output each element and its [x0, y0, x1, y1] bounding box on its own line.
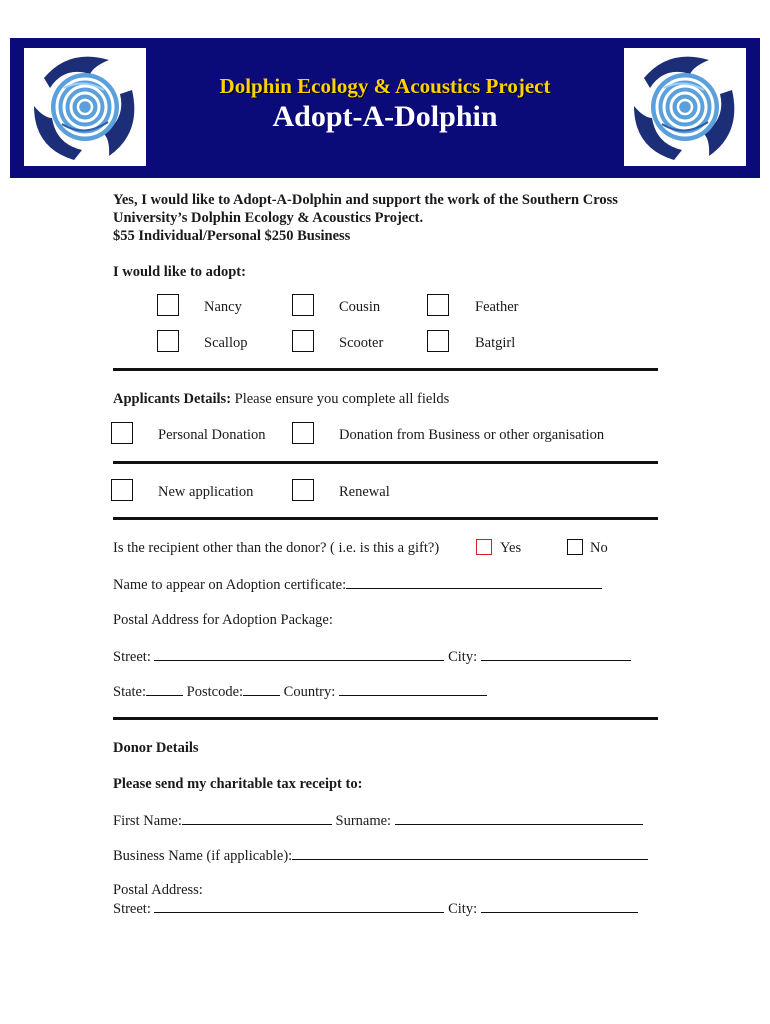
- adopt-batgirl-checkbox[interactable]: [427, 330, 449, 352]
- state-postcode-country-row: [113, 682, 487, 701]
- state-label: State:: [113, 684, 147, 700]
- donor-postal-label: Postal Address:: [113, 882, 203, 898]
- first-name-label: First Name:: [113, 813, 182, 829]
- adopt-heading: I would like to adopt:: [113, 264, 246, 280]
- adopt-batgirl-label: Batgirl: [475, 335, 516, 351]
- gift-yes-label: Yes: [500, 540, 522, 556]
- donor-street-field[interactable]: [154, 899, 444, 913]
- intro-line-1: Yes, I would like to Adopt-A-Dolphin and support the work of the Southern Cross: [113, 192, 618, 208]
- street-city-row: [113, 647, 631, 666]
- personal-donation-label: Personal Donation: [158, 427, 266, 443]
- donor-city-label: City:: [448, 901, 478, 917]
- country-field[interactable]: [339, 682, 487, 696]
- city-label: City:: [448, 649, 478, 665]
- section-divider: [113, 461, 658, 464]
- postcode-label: Postcode:: [186, 684, 244, 700]
- business-donation-checkbox[interactable]: [292, 422, 314, 444]
- new-application-checkbox[interactable]: [111, 479, 133, 501]
- adopt-nancy-label: Nancy: [204, 299, 242, 315]
- certificate-name-label: Name to appear on Adoption certificate:: [113, 577, 347, 593]
- donor-heading: Donor Details: [113, 740, 199, 756]
- adopt-cousin-label: Cousin: [339, 299, 381, 315]
- new-application-label: New application: [158, 484, 254, 500]
- adopt-scallop-checkbox[interactable]: [157, 330, 179, 352]
- header-banner: [10, 38, 760, 178]
- first-name-field[interactable]: [182, 811, 332, 825]
- donor-name-row: [113, 811, 643, 830]
- country-label: Country:: [283, 684, 336, 700]
- project-subtitle: Dolphin Ecology & Acoustics Project: [219, 74, 551, 98]
- postal-address-label: Postal Address for Adoption Package:: [113, 612, 333, 628]
- gift-no-label: No: [590, 540, 608, 556]
- certificate-name-field[interactable]: [346, 575, 602, 589]
- intro-line-2: University’s Dolphin Ecology & Acoustics Project.: [113, 210, 424, 226]
- state-field[interactable]: [146, 682, 183, 696]
- section-divider: [113, 368, 658, 371]
- street-label: Street:: [113, 649, 151, 665]
- applicant-instruction: Please ensure you complete all fields: [234, 391, 450, 407]
- gift-question: Is the recipient other than the donor? ( i.e. is this a gift?): [113, 540, 440, 556]
- donor-street-city-row: [113, 899, 638, 918]
- adopt-scooter-checkbox[interactable]: [292, 330, 314, 352]
- dolphin-ring-logo-icon: [624, 48, 746, 166]
- street-field[interactable]: [154, 647, 444, 661]
- adopt-scooter-label: Scooter: [339, 335, 384, 351]
- renewal-label: Renewal: [339, 484, 390, 500]
- receipt-heading: Please send my charitable tax receipt to:: [113, 776, 363, 792]
- donor-city-field[interactable]: [481, 899, 638, 913]
- section-divider: [113, 517, 658, 520]
- adopt-cousin-checkbox[interactable]: [292, 294, 314, 316]
- adopt-scallop-label: Scallop: [204, 335, 248, 351]
- adopt-feather-checkbox[interactable]: [427, 294, 449, 316]
- adopt-feather-label: Feather: [475, 299, 519, 315]
- applicant-heading: Applicants Details:: [113, 391, 232, 407]
- business-name-row: [113, 846, 648, 865]
- donor-street-label: Street:: [113, 901, 151, 917]
- pricing-line: $55 Individual/Personal $250 Business: [113, 228, 351, 244]
- surname-field[interactable]: [395, 811, 643, 825]
- gift-yes-checkbox[interactable]: [476, 539, 492, 555]
- applicant-details-line: [113, 390, 449, 408]
- gift-no-checkbox[interactable]: [567, 539, 583, 555]
- personal-donation-checkbox[interactable]: [111, 422, 133, 444]
- postcode-field[interactable]: [243, 682, 280, 696]
- surname-label: Surname:: [335, 813, 392, 829]
- page-title: Adopt-A-Dolphin: [272, 100, 498, 133]
- business-name-label: Business Name (if applicable):: [113, 848, 293, 864]
- business-name-field[interactable]: [292, 846, 648, 860]
- city-field[interactable]: [481, 647, 631, 661]
- business-donation-label: Donation from Business or other organisation: [339, 427, 605, 443]
- section-divider: [113, 717, 658, 720]
- renewal-checkbox[interactable]: [292, 479, 314, 501]
- adopt-nancy-checkbox[interactable]: [157, 294, 179, 316]
- certificate-name-row: [113, 575, 602, 594]
